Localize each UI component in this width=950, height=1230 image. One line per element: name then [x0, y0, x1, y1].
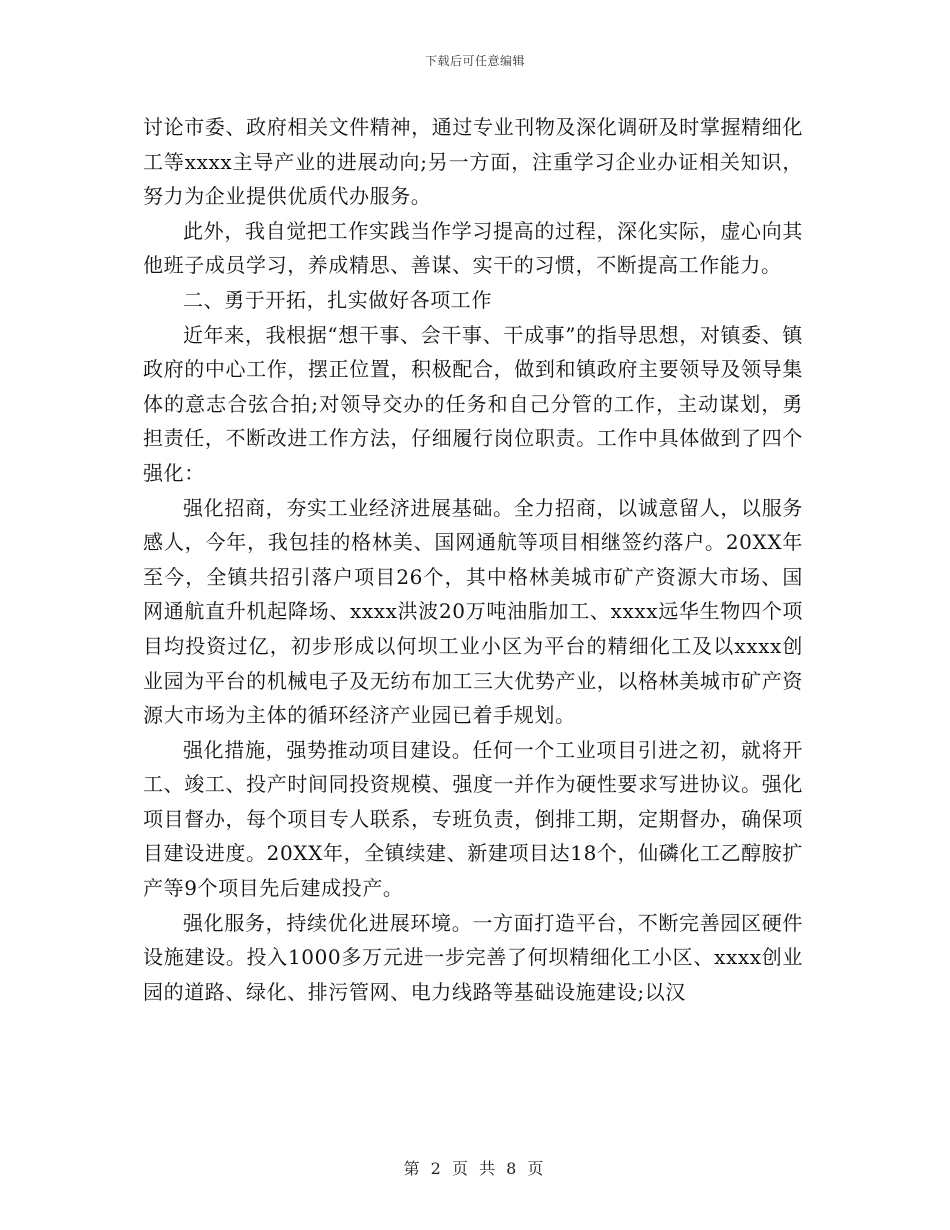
section-heading: 二、勇于开拓，扎实做好各项工作	[183, 287, 492, 312]
paragraph: 近年来，我根据“想干事、会干事、干成事”的指导思想，对镇委、镇政府的中心工作，摆正位置，积极配合，做到和镇政府主要领导及领导集体的意志合弦合拍;对领导交办的任务和自己分管的工作，主动谋划，勇担责任，不断改进工作方法，仔细履行岗位职责。工作中具体做到了四个强化：	[143, 322, 803, 485]
page-header: 下载后可任意编辑	[424, 54, 525, 68]
document-body	[143, 110, 803, 1009]
paragraph: 强化服务，持续优化进展环境。一方面打造平台，不断完善园区硬件设施建设。投入1000多万元进一步完善了何坝精细化工小区、xxxx创业园的道路、绿化、排污管网、电力线路等基础设施建设;以汉	[143, 910, 803, 1004]
paragraph: 此外，我自觉把工作实践当作学习提高的过程，深化实际，虚心向其他班子成员学习，养成精思、善谋、实干的习惯，不断提高工作能力。	[143, 218, 803, 278]
page-footer: 第 2 页 共 8 页	[403, 1159, 547, 1178]
paragraph: 讨论市委、政府相关文件精神，通过专业刊物及深化调研及时掌握精细化工等xxxx主导产业的进展动向;另一方面，注重学习企业办证相关知识，努力为企业提供优质代办服务。	[143, 115, 803, 209]
paragraph: 强化招商，夯实工业经济进展基础。全力招商，以诚意留人，以服务感人，今年，我包挂的格林美、国网通航等项目相继签约落户。20XX年至今，全镇共招引落户项目26个，其中格林美城市矿产资源大市场、国网通航直升机起降场、xxxx洪波20万吨油脂加工、xxxx远华生物四个项目均投资过亿，初步形成以何坝工业小区为平台的精细化工及以xxxx创业园为平台的机械电子及无纺布加工三大优势产业，以格林美城市矿产资源大市场为主体的循环经济产业园已着手规划。	[143, 495, 803, 728]
paragraph: 强化措施，强势推动项目建设。任何一个工业项目引进之初，就将开工、竣工、投产时间同投资规模、强度一并作为硬性要求写进协议。强化项目督办，每个项目专人联系，专班负责，倒排工期，定期督办，确保项目建设进度。20XX年，全镇续建、新建项目达18个，仙磷化工乙醇胺扩产等9个项目先后建成投产。	[143, 737, 803, 901]
